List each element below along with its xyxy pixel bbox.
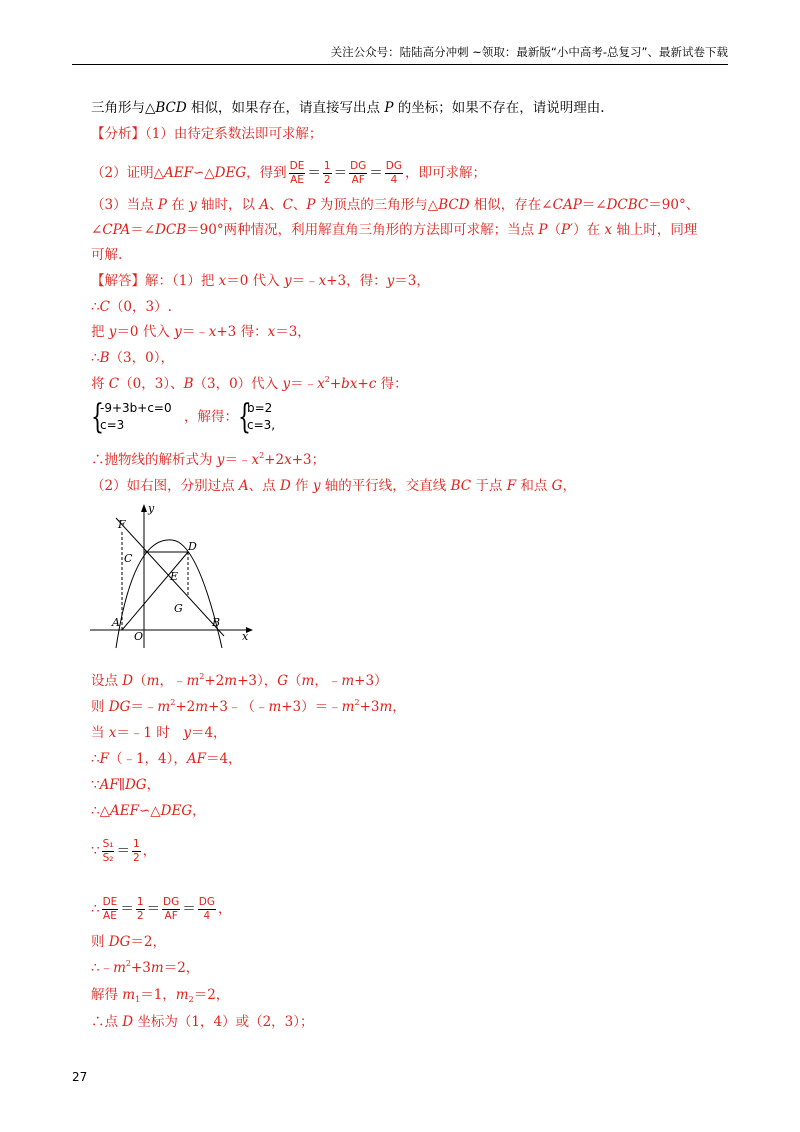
label-y: y — [148, 502, 155, 515]
ratio-line-1: ∵ $\frac{\text{S₁}}{\text{S₂}}$ ＝ $\frac{1}{2}$ ， — [91, 838, 157, 864]
analysis-p3a: （3）当点 P 在 y 轴时，以 A、C、P 为顶点的三角形与△BCD 相似，存在∠CAP＝∠DCBC＝90°、 — [91, 197, 700, 213]
solution-l13: ∴△AEF∽△DEG， — [91, 803, 206, 819]
solution-l11: ∴F（﹣1，4），AF＝4， — [91, 751, 242, 767]
page-header: 关注公众号：陆陆高分冲刺 ~领取：最新版“小中高考-总复习”、最新试卷下载 — [72, 44, 728, 65]
solution-l6: ∴抛物线的解析式为 $y=﹣x^2+2x+3$； — [91, 451, 326, 468]
label-O: O — [134, 630, 144, 643]
solution-l8: 设点 D（m，$﹣m^2+2m+3$），G（m，﹣m+3） — [91, 672, 388, 689]
analysis-p3c: 可解. — [91, 247, 123, 263]
solution-l2: ∴C（0，3）. — [91, 299, 172, 315]
solution-l1: 【解答】解：（1）把 x＝0 代入 y＝﹣x+3，得：y＝3， — [91, 273, 430, 289]
solution-l16: 解得 $m_1=1$，$m_2=2$， — [91, 987, 230, 1004]
solution-l3: 把 y＝0 代入 y＝﹣x+3 得：x＝3， — [91, 324, 311, 340]
solution-l14: 则 DG＝2， — [91, 934, 166, 950]
solution-l17: ∴点 D 坐标为（1，4）或（2，3）； — [91, 1014, 314, 1030]
analysis-p3b: ∠CPA＝∠DCB＝90°两种情况，利用解直角三角形的方法即可求解；当点 P（P′）在 x 轴上时，同理 — [91, 222, 698, 238]
solution-l15: $\therefore﹣m^2+3m=2$， — [91, 959, 200, 976]
parabola-figure — [88, 500, 258, 650]
ratio-line-2: ∴ $\frac{DE}{AE}$ ＝ $\frac{1}{2}$ ＝ $\frac{DG}{AF}$ ＝ $\frac{DG}{4}$ ， — [91, 896, 232, 922]
equation-system: { -9+3b+c=0 c=3 ，解得： { b=2 c=3, — [91, 400, 287, 434]
label-A: A — [112, 616, 120, 629]
solution-l4: ∴B（3，0）， — [91, 350, 174, 366]
label-G: G — [174, 602, 183, 615]
solution-l9: 则 $DG=﹣m^2+2m+3﹣(﹣m+3)=﹣m^2+3m$， — [91, 698, 406, 715]
label-x: x — [242, 630, 249, 643]
label-B: B — [212, 616, 221, 629]
label-C: C — [124, 552, 133, 565]
system-1: { -9+3b+c=0 c=3 — [91, 397, 172, 437]
intro-text: 三角形与△BCD 相似，如果存在，请直接写出点 P 的坐标；如果不存在，请说明理由. — [91, 100, 605, 116]
analysis-p2: （2）证明△AEF∽△DEG，得到 $\frac{DE}{AE}$ ＝ $\frac{1}{2}$ ＝ $\frac{DG}{AF}$ ＝ $\frac{DG}{4}$ ，即可求解； — [91, 160, 487, 186]
label-E: E — [170, 570, 179, 583]
solution-l5: 将 C（0，3）、B（3，0）代入 $y=﹣x^2+bx+c$ 得： — [91, 375, 408, 392]
solution-l7: （2）如右图，分别过点 A、点 D 作 y 轴的平行线，交直线 BC 于点 F 和点 G， — [91, 478, 576, 494]
system-2: { b=2 c=3, — [238, 397, 276, 437]
solution-l12: ∵AF∥DG， — [91, 777, 161, 793]
label-F: F — [118, 518, 126, 531]
page-number: 27 — [72, 1070, 88, 1084]
analysis-p1: 【分析】（1）由待定系数法即可求解； — [91, 126, 323, 142]
label-D: D — [188, 540, 197, 553]
solution-l10: 当 x＝﹣1 时 y＝4， — [91, 725, 227, 741]
fraction: $\frac{DE}{AE}$ — [289, 160, 305, 186]
